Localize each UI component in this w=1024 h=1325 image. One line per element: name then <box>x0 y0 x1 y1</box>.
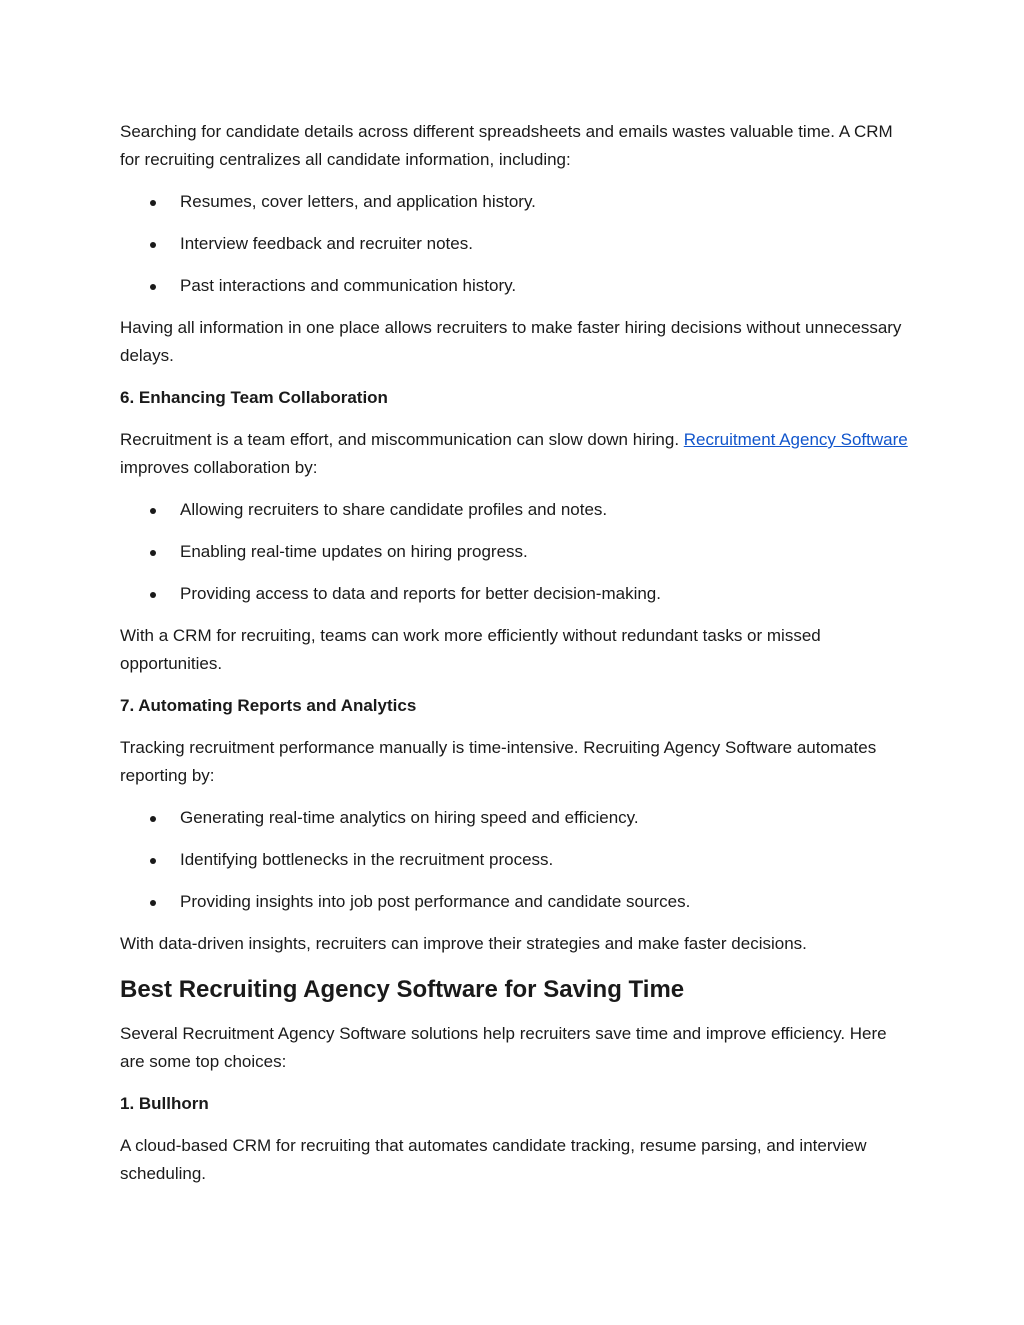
list-item-text: Identifying bottlenecks in the recruitment process. <box>180 850 554 869</box>
bullet-icon <box>150 858 156 864</box>
list-item-text: Interview feedback and recruiter notes. <box>180 234 473 253</box>
list-item <box>120 272 910 300</box>
list-item-text: Enabling real-time updates on hiring progress. <box>180 542 528 561</box>
recruitment-agency-software-link[interactable]: Recruitment Agency Software <box>683 430 908 449</box>
list-item <box>120 580 910 608</box>
list-item <box>120 188 910 216</box>
collaboration-text-after: improves collaboration by: <box>120 458 318 477</box>
reporting-paragraph: Tracking recruitment performance manually is time-intensive. Recruiting Agency Software automates reporting by: <box>120 738 877 785</box>
bullet-icon <box>150 592 156 598</box>
reporting-list <box>120 804 910 916</box>
document-page <box>120 118 910 1202</box>
bullet-icon <box>150 242 156 248</box>
list-item <box>120 846 910 874</box>
collaboration-list <box>120 496 910 608</box>
bullet-icon <box>150 550 156 556</box>
data-driven-paragraph: With data-driven insights, recruiters can improve their strategies and make faster decisions. <box>120 934 807 953</box>
list-item <box>120 230 910 258</box>
teams-efficiency-paragraph: With a CRM for recruiting, teams can work more efficiently without redundant tasks or missed opportunities. <box>120 626 821 673</box>
bullhorn-paragraph: A cloud-based CRM for recruiting that automates candidate tracking, resume parsing, and interview scheduling. <box>120 1136 867 1183</box>
list-item-text: Allowing recruiters to share candidate profiles and notes. <box>180 500 608 519</box>
intro-paragraph: Searching for candidate details across different spreadsheets and emails wastes valuable time. A CRM for recruiting centralizes all candidate information, including: <box>120 122 893 169</box>
bullet-icon <box>150 284 156 290</box>
section-title: Best Recruiting Agency Software for Saving Time <box>120 976 685 1003</box>
list-item-text: Providing insights into job post performance and candidate sources. <box>180 892 691 911</box>
heading-bullhorn: 1. Bullhorn <box>120 1094 209 1113</box>
bullet-icon <box>150 508 156 514</box>
list-item-text: Past interactions and communication history. <box>180 276 517 295</box>
heading-automating-reports: 7. Automating Reports and Analytics <box>120 696 417 715</box>
list-item <box>120 538 910 566</box>
bullet-icon <box>150 900 156 906</box>
list-item <box>120 888 910 916</box>
collaboration-text-before: Recruitment is a team effort, and miscommunication can slow down hiring. <box>120 430 684 449</box>
collaboration-paragraph <box>120 426 910 482</box>
list-item-text: Resumes, cover letters, and application history. <box>180 192 536 211</box>
heading-team-collaboration: 6. Enhancing Team Collaboration <box>120 388 388 407</box>
bullet-icon <box>150 200 156 206</box>
list-item-text: Providing access to data and reports for better decision-making. <box>180 584 661 603</box>
candidate-info-list <box>120 188 910 300</box>
section-intro-paragraph: Several Recruitment Agency Software solutions help recruiters save time and improve efficiency. Here are some top choices: <box>120 1024 887 1071</box>
list-item <box>120 496 910 524</box>
list-item <box>120 804 910 832</box>
centralized-info-paragraph: Having all information in one place allows recruiters to make faster hiring decisions without unnecessary delays. <box>120 318 902 365</box>
bullet-icon <box>150 816 156 822</box>
list-item-text: Generating real-time analytics on hiring speed and efficiency. <box>180 808 639 827</box>
